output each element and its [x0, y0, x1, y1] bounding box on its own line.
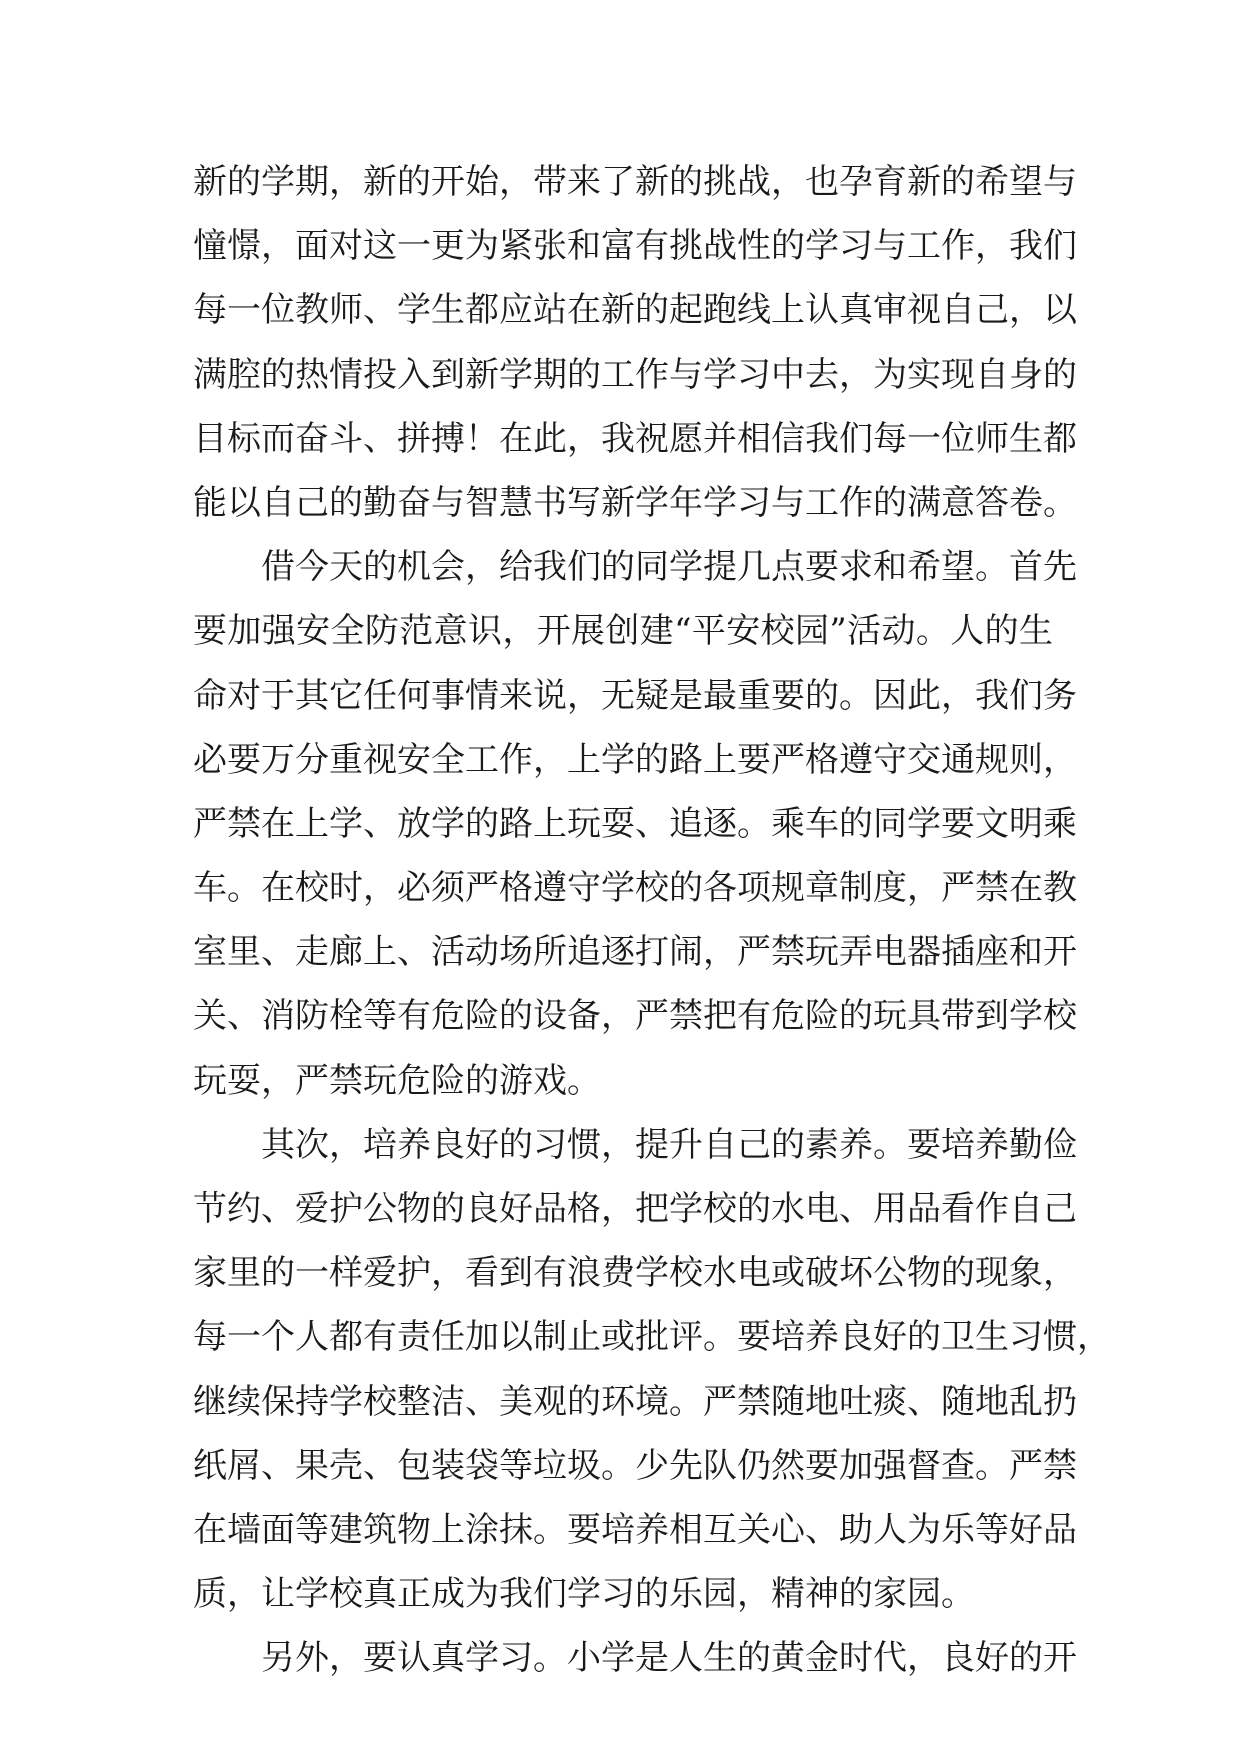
text-line: 室里、走廊上、活动场所追逐打闹，严禁玩弄电器插座和开 [193, 932, 1077, 973]
text-line: 在墙面等建筑物上涂抹。要培养相互关心、助人为乐等好品 [193, 1509, 1077, 1550]
text-line: 车。在校时，必须严格遵守学校的各项规章制度，严禁在教 [193, 868, 1077, 909]
text-line: 目标而奋斗、拼搏！在此，我祝愿并相信我们每一位师生都 [193, 418, 1077, 459]
text-line: 每一位教师、学生都应站在新的起跑线上认真审视自己，以 [193, 290, 1077, 331]
text-line: 另外，要认真学习。小学是人生的黄金时代，良好的开 [261, 1638, 1077, 1679]
text-line: 要加强安全防范意识，开展创建“平安校园”活动。人的生 [193, 611, 1053, 652]
text-line: 新的学期，新的开始，带来了新的挑战，也孕育新的希望与 [193, 162, 1077, 202]
text-line: 命对于其它任何事情来说，无疑是最重要的。因此，我们务 [193, 675, 1077, 716]
text-line: 每一个人都有责任加以制止或批评。要培养良好的卫生习惯， [193, 1317, 1111, 1358]
text-line: 憧憬，面对这一更为紧张和富有挑战性的学习与工作，我们 [193, 226, 1077, 267]
text-line: 纸屑、果壳、包装袋等垃圾。少先队仍然要加强督查。严禁 [193, 1445, 1077, 1486]
text-line: 继续保持学校整洁、美观的环境。严禁随地吐痰、随地乱扔 [193, 1381, 1077, 1422]
text-line: 玩耍，严禁玩危险的游戏。 [193, 1060, 601, 1101]
text-line: 能以自己的勤奋与智慧书写新学年学习与工作的满意答卷。 [193, 482, 1077, 523]
text-line: 必要万分重视安全工作，上学的路上要严格遵守交通规则， [193, 739, 1077, 780]
body-text [193, 150, 1111, 1691]
text-line: 满腔的热情投入到新学期的工作与学习中去，为实现自身的 [193, 354, 1077, 395]
text-line: 借今天的机会，给我们的同学提几点要求和希望。首先 [261, 547, 1077, 588]
text-line: 其次，培养良好的习惯，提升自己的素养。要培养勤俭 [261, 1124, 1077, 1165]
text-line: 家里的一样爱护，看到有浪费学校水电或破坏公物的现象， [193, 1253, 1077, 1294]
text-line: 严禁在上学、放学的路上玩耍、追逐。乘车的同学要文明乘 [193, 803, 1077, 844]
text-line: 关、消防栓等有危险的设备，严禁把有危险的玩具带到学校 [193, 996, 1077, 1037]
text-line: 节约、爱护公物的良好品格，把学校的水电、用品看作自己 [193, 1189, 1077, 1229]
text-line: 质，让学校真正成为我们学习的乐园，精神的家园。 [193, 1574, 975, 1615]
